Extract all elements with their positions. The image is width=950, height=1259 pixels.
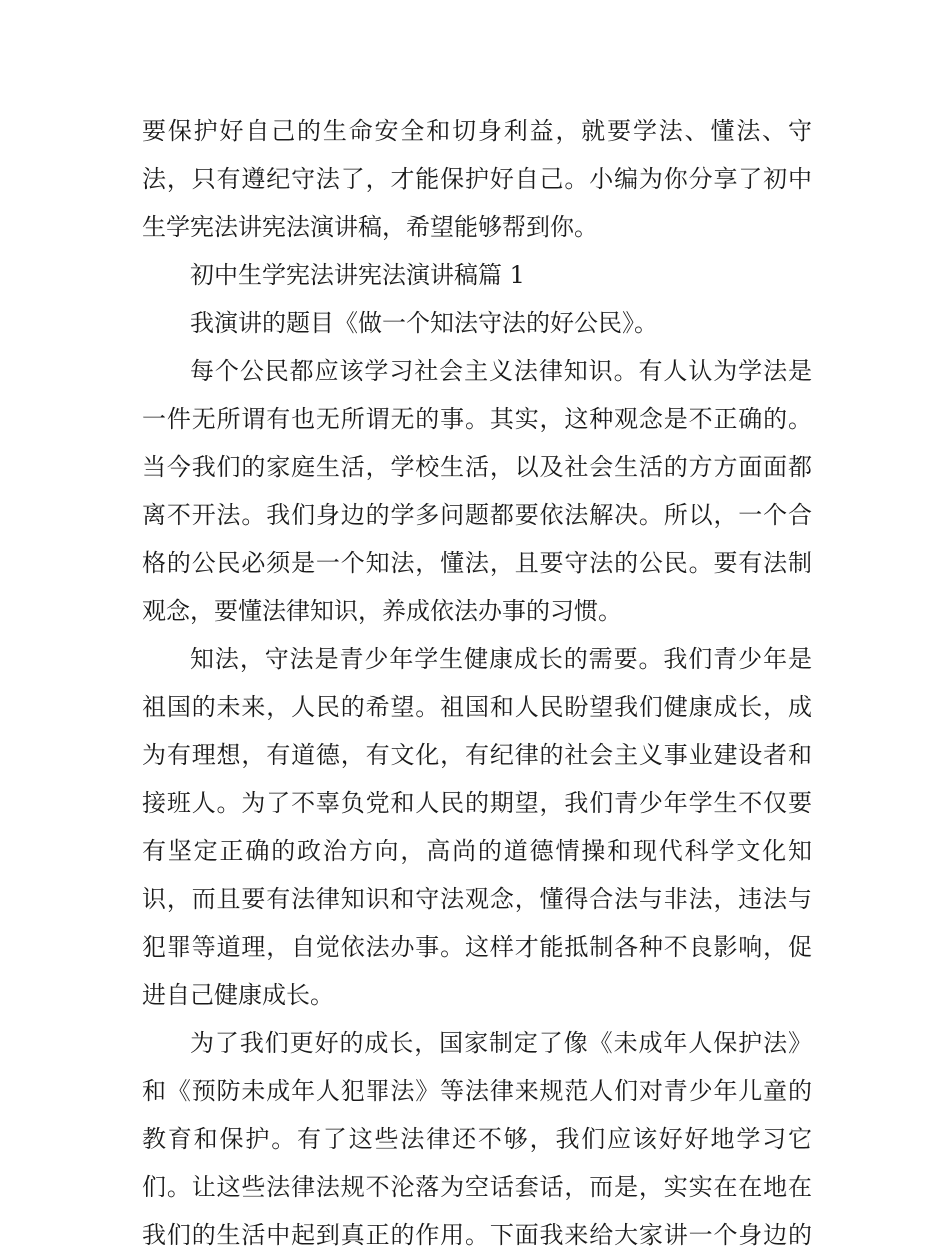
text-line: 当今我们的家庭生活，学校生活，以及社会生活的方方面面都 [142,453,812,481]
text-line: 我演讲的题目《做一个知法守法的好公民》。 [190,309,658,337]
document-body [142,107,812,1259]
text-line: 离不开法。我们身边的学多问题都要依法解决。所以，一个合 [142,501,812,529]
text-line: 一件无所谓有也无所谓无的事。其实，这种观念是不正确的。 [142,405,812,433]
text-line: 们。让这些法律法规不沦落为空话套话，而是，实实在在地在 [142,1173,812,1201]
text-line: 我们的生活中起到真正的作用。下面我来给大家讲一个身边的 [142,1221,812,1249]
text-line: 教育和保护。有了这些法律还不够，我们应该好好地学习它 [142,1125,812,1153]
text-line: 观念，要懂法律知识，养成依法办事的习惯。 [142,597,622,625]
text-line: 格的公民必须是一个知法，懂法，且要守法的公民。要有法制 [142,549,812,577]
text-line: 初中生学宪法讲宪法演讲稿篇 1 [190,261,525,289]
text-line: 进自己健康成长。 [142,981,334,1009]
text-line: 知法，守法是青少年学生健康成长的需要。我们青少年是 [190,645,812,673]
text-line: 为了我们更好的成长，国家制定了像《未成年人保护法》 [190,1029,812,1057]
text-line: 祖国的未来，人民的希望。祖国和人民盼望我们健康成长，成 [142,693,812,721]
text-line: 犯罪等道理，自觉依法办事。这样才能抵制各种不良影响，促 [142,933,812,961]
text-line: 为有理想，有道德，有文化，有纪律的社会主义事业建设者和 [142,741,812,769]
text-line: 每个公民都应该学习社会主义法律知识。有人认为学法是 [190,357,812,385]
text-line: 法，只有遵纪守法了，才能保护好自己。小编为你分享了初中 [142,165,812,193]
text-line: 和《预防未成年人犯罪法》等法律来规范人们对青少年儿童的 [142,1077,812,1105]
text-line: 识，而且要有法律知识和守法观念，懂得合法与非法，违法与 [142,885,812,913]
text-line: 有坚定正确的政治方向，高尚的道德情操和现代科学文化知 [142,837,812,865]
text-line: 生学宪法讲宪法演讲稿，希望能够帮到你。 [142,213,598,241]
text-line: 要保护好自己的生命安全和切身利益，就要学法、懂法、守 [142,117,812,145]
text-line: 接班人。为了不辜负党和人民的期望，我们青少年学生不仅要 [142,789,812,817]
